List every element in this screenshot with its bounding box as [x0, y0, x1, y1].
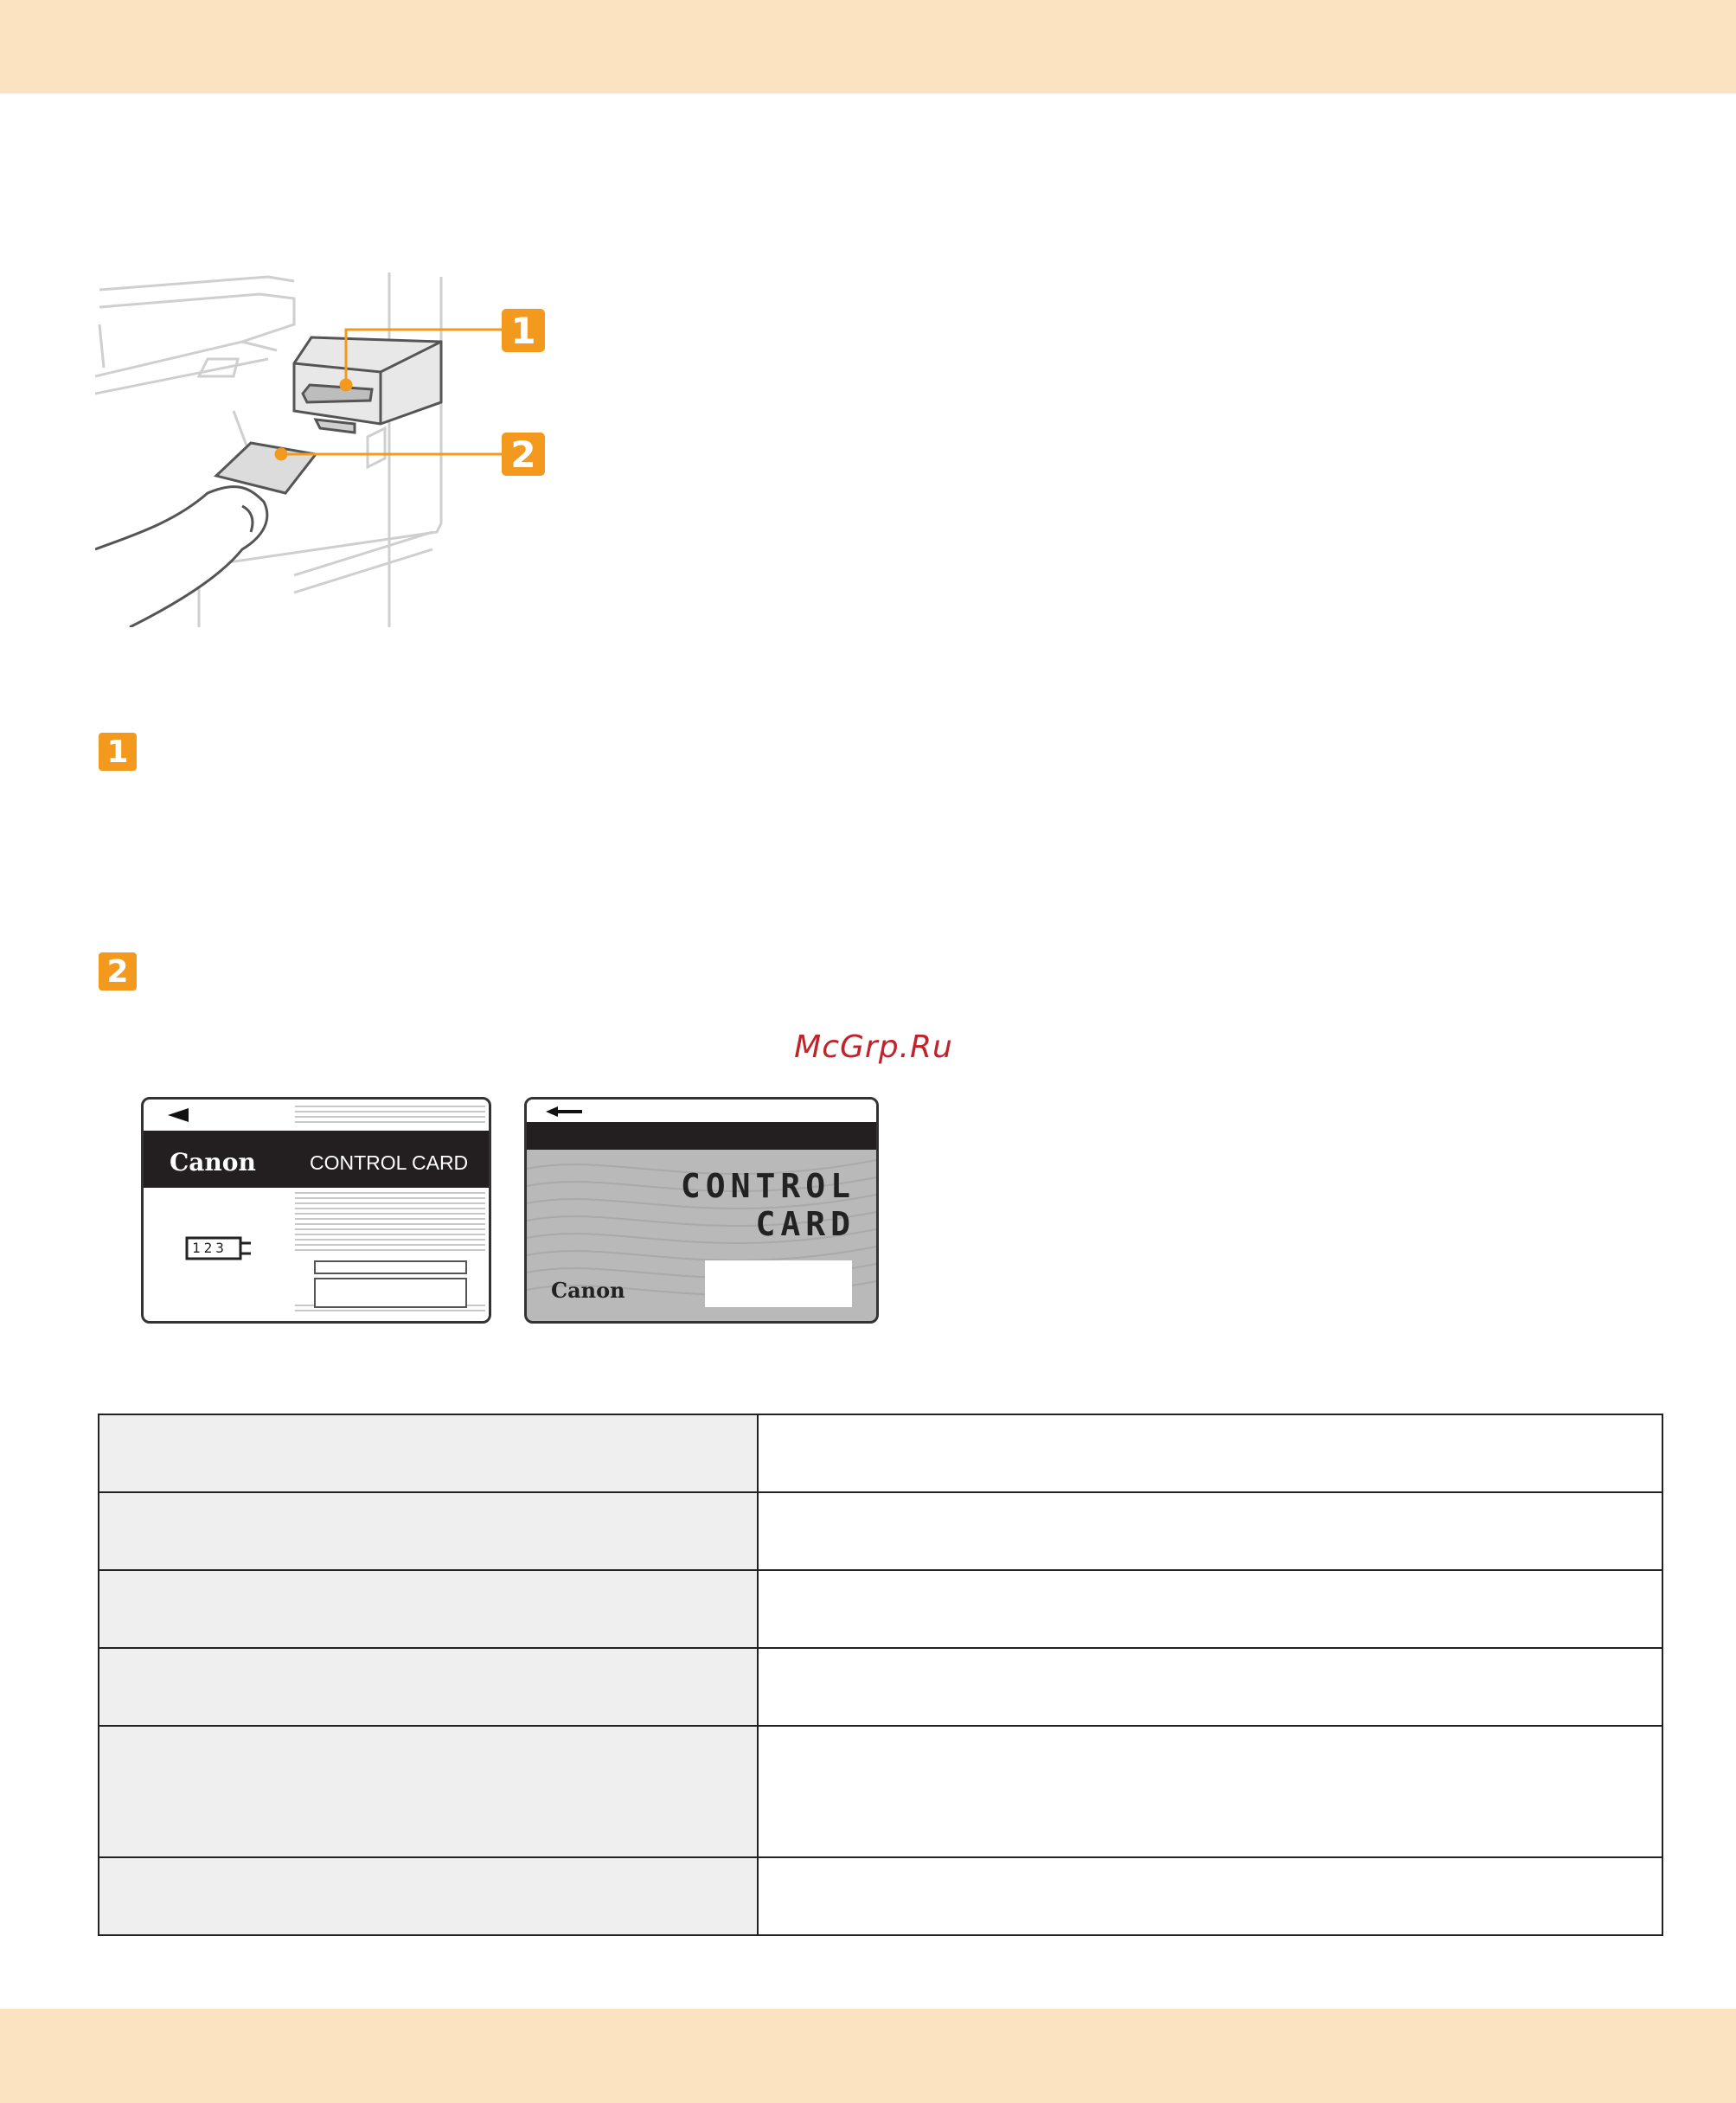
- table-cell-label: [99, 1857, 758, 1935]
- table-row: [99, 1414, 1662, 1492]
- card-white-art: [144, 1100, 489, 1321]
- table-cell-label: [99, 1570, 758, 1648]
- callout-1-badge: 1: [502, 309, 545, 352]
- table-cell-value: [758, 1648, 1662, 1726]
- table-cell-value: [758, 1492, 1662, 1570]
- table-cell-label: [99, 1648, 758, 1726]
- table-row: [99, 1857, 1662, 1935]
- watermark: McGrp.Ru: [794, 1029, 953, 1065]
- table-row: [99, 1492, 1662, 1570]
- footer-band: [0, 2009, 1736, 2103]
- card-gray-brand: Canon: [551, 1278, 625, 1303]
- card-gray-title-line1: CONTROL: [680, 1167, 855, 1205]
- table-cell-value: [758, 1857, 1662, 1935]
- table-cell-value: [758, 1570, 1662, 1648]
- card-white-title: CONTROL CARD: [310, 1151, 469, 1174]
- spec-table: [98, 1414, 1663, 1936]
- table-cell-label: [99, 1726, 758, 1857]
- table-cell-value: [758, 1726, 1662, 1857]
- callout-2-badge: 2: [502, 433, 545, 476]
- step-1-badge: 1: [99, 733, 137, 771]
- card-reader-illustration: [95, 272, 562, 627]
- table-row: [99, 1726, 1662, 1857]
- step-2-badge: 2: [99, 952, 137, 991]
- table-cell-value: [758, 1414, 1662, 1492]
- table-row: [99, 1648, 1662, 1726]
- card-white-brand: Canon: [170, 1148, 256, 1177]
- table-row: [99, 1570, 1662, 1648]
- control-card-gray: [524, 1097, 879, 1324]
- table-cell-label: [99, 1492, 758, 1570]
- card-white-counter: 123: [192, 1240, 227, 1256]
- header-band: [0, 0, 1736, 93]
- control-card-white: [141, 1097, 491, 1324]
- table-cell-label: [99, 1414, 758, 1492]
- card-gray-title-line2: CARD: [755, 1205, 855, 1243]
